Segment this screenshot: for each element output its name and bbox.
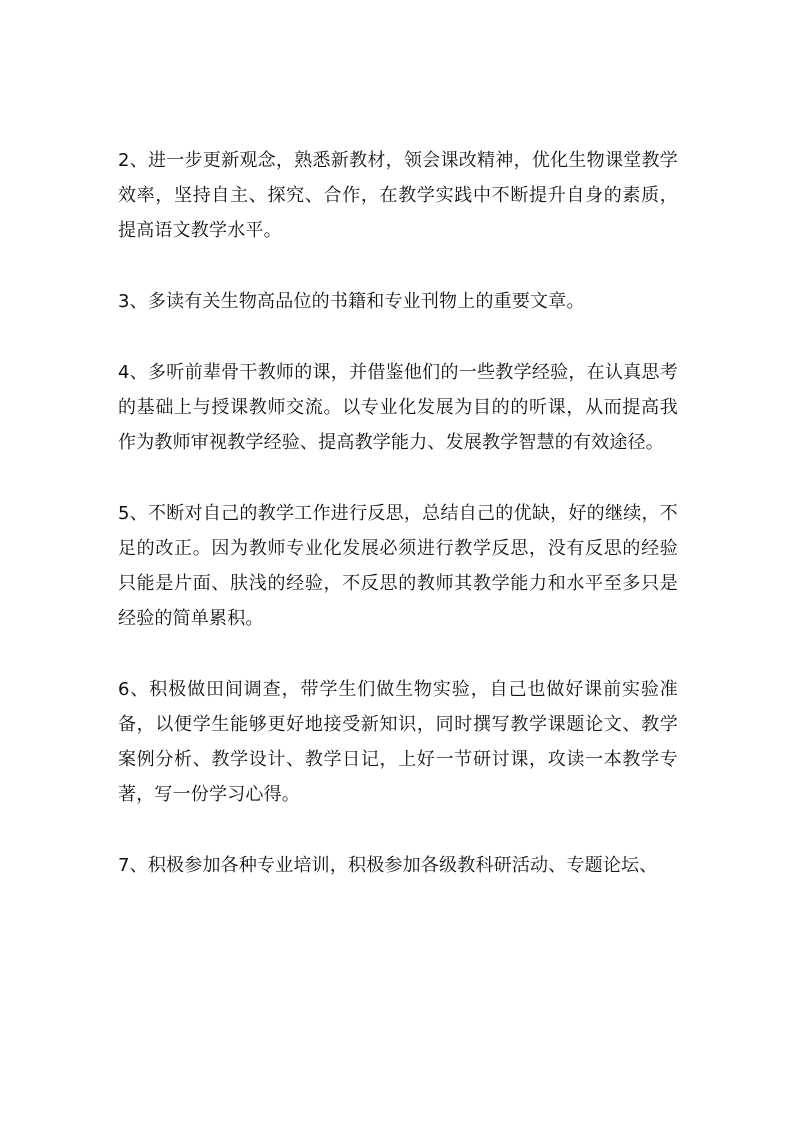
paragraph-item-6: 6、积极做田间调查，带学生们做生物实验，自己也做好课前实验准备，以便学生能够更好地接受新知识，同时撰写教学课题论文、教学案例分析、教学设计、教学日记，上好一节研讨课，攻读一本教学专著，写一份学习心得。 [118,679,678,805]
paragraph-item-4: 4、多听前辈骨干教师的课，并借鉴他们的一些教学经验，在认真思考的基础上与授课教师交流。以专业化发展为目的的听课，从而提高我作为教师审视教学经验、提高教学能力、发展教学智慧的有效途径。 [118,362,678,453]
paragraph-item-7: 7、积极参加各种专业培训，积极参加各级教科研活动、专题论坛、 [118,855,658,876]
paragraph-item-3: 3、多读有关生物高品位的书籍和专业刊物上的重要文章。 [118,291,585,312]
paragraph-item-5: 5、不断对自己的教学工作进行反思，总结自己的优缺，好的继续，不足的改正。因为教师专业化发展必须进行教学反思，没有反思的经验只能是片面、肤浅的经验，不反思的教师其教学能力和水平至多只是经验的简单累积。 [118,503,678,629]
paragraph-item-2: 2、进一步更新观念，熟悉新教材，领会课改精神，优化生物课堂教学效率，坚持自主、探究、合作，在教学实践中不断提升自身的素质，提高语文教学水平。 [118,150,678,241]
document-body [118,143,678,883]
